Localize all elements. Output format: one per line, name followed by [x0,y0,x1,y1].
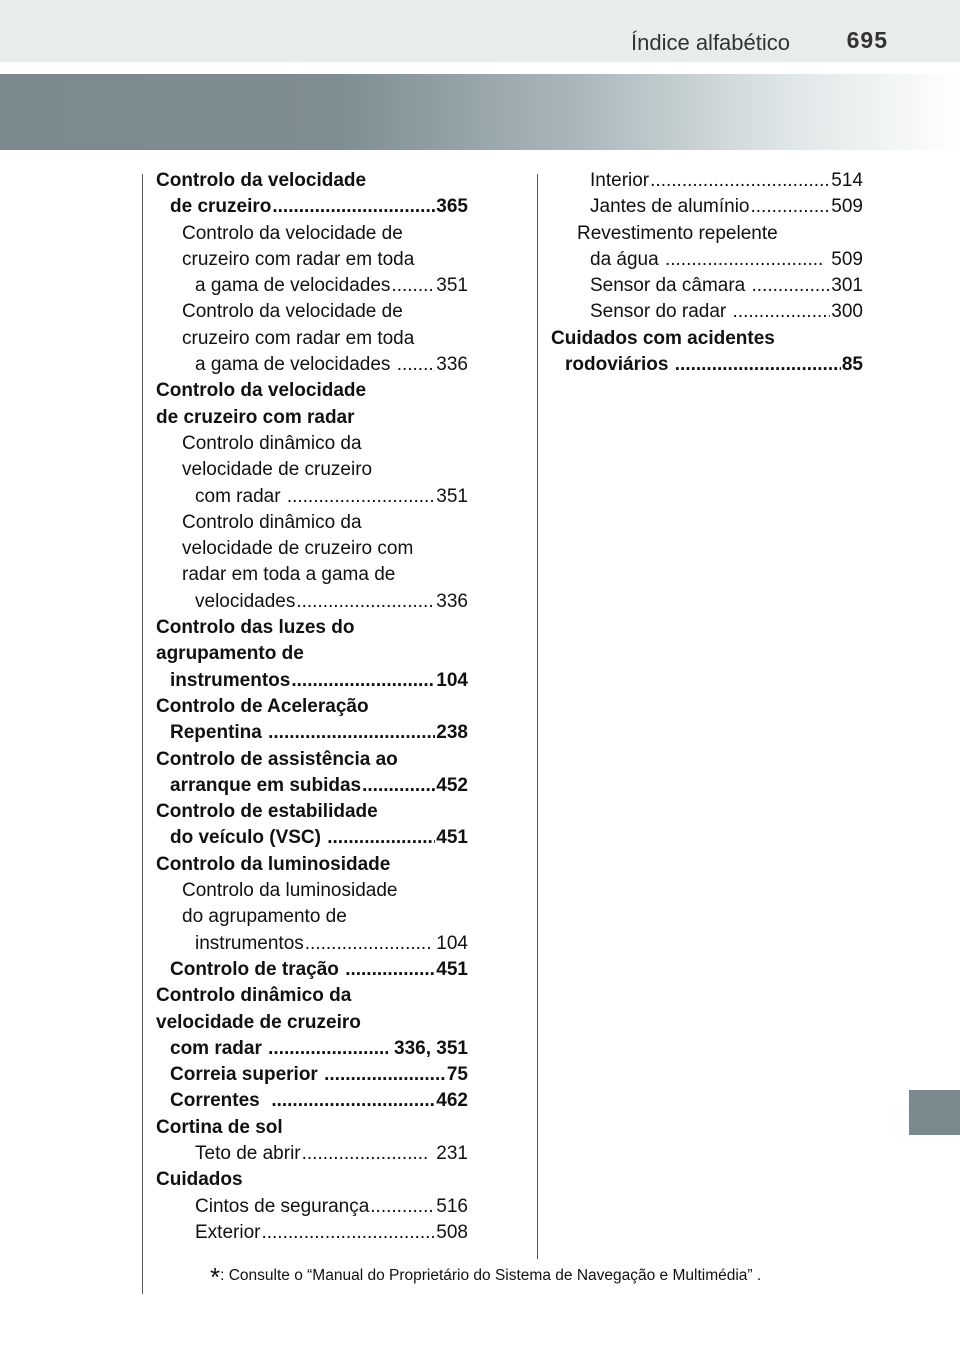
index-entry-text: de cruzeiro [170,196,272,218]
index-entry-page[interactable]: 516 [436,1195,468,1217]
index-entry-page[interactable]: 351 [436,485,468,507]
dot-leader [665,247,825,273]
index-entry-final-line [590,247,863,273]
index-entry [156,431,468,510]
index-entry-line: Controlo dinâmico da [182,432,362,454]
index-entry-final-line [565,352,863,378]
index-entry-final-line [195,1220,468,1246]
index-entry-text: Controlo de tração [170,958,345,980]
index-entry-text: rodoviários [565,354,674,376]
index-column-right [551,168,863,378]
index-entry [156,510,468,615]
dot-leader [324,1062,446,1088]
index-entry-page[interactable]: 451 [436,958,468,980]
index-entry-text: a gama de velocidades [195,275,391,297]
index-entry-text: Sensor do radar [590,301,732,323]
dot-leader [268,1036,388,1062]
index-entry-line: Controlo dinâmico da [182,511,362,533]
index-entry-final-line [590,168,863,194]
index-entry [156,852,468,878]
index-entry [156,747,468,800]
index-entry-line: velocidade de cruzeiro com [182,538,414,560]
index-entry-page[interactable]: 508 [436,1221,468,1243]
index-entry [156,878,468,957]
index-entry-page[interactable]: 514 [831,170,863,191]
index-entry-page[interactable]: 451 [436,827,468,849]
dot-leader [752,273,831,299]
index-entry [551,326,863,379]
index-entry-final-line [195,589,468,615]
index-entry-text: velocidades [195,590,296,612]
index-entry-page[interactable]: 452 [436,774,468,796]
index-entry-page[interactable]: 509 [831,196,863,218]
index-entry-text: Correntes [170,1090,271,1112]
index-entry-line: Cuidados com acidentes [551,327,775,349]
index-entry-line: agrupamento de [156,643,304,665]
dot-leader [327,825,435,851]
index-entry-final-line [590,299,863,325]
index-entry-line: cruzeiro com radar em toda [182,248,415,270]
decorative-gradient-band [0,74,960,150]
index-entry-page[interactable]: 301 [831,275,863,297]
dot-leader [271,1088,435,1114]
index-entry [156,1220,468,1246]
index-entry-page[interactable]: 336, 351 [388,1037,468,1059]
index-entry [156,694,468,747]
index-entry-line: Controlo da velocidade [156,170,367,191]
index-entry-page[interactable]: 231 [431,1142,468,1164]
index-entry [156,1194,468,1220]
index-entry [551,299,863,325]
index-entry-final-line [195,931,468,957]
index-entry [156,1088,468,1114]
index-entry-page[interactable]: 351 [436,275,468,297]
header-band [0,0,960,62]
index-entry-page[interactable]: 462 [436,1090,468,1112]
index-entry-final-line [195,484,468,510]
index-entry-text: instrumentos [170,669,291,691]
index-entry-text: arranque em subidas [170,774,362,796]
index-entry-final-line [195,1141,468,1167]
dot-leader [268,720,435,746]
index-entry-line: Revestimento repelente [577,222,778,244]
index-entry [156,378,468,431]
index-entry-final-line [170,957,468,983]
index-entry-line: Cuidados [156,1169,243,1191]
dot-leader [675,352,841,378]
dot-leader [397,352,436,378]
index-entry-final-line [590,273,863,299]
index-entry-line: radar em toda a gama de [182,564,396,586]
section-tab-marker [909,1090,960,1135]
index-entry-text: instrumentos [195,932,304,954]
index-entry [156,1062,468,1088]
index-entry-page[interactable]: 75 [446,1064,468,1086]
index-entry [156,957,468,983]
index-entry [551,194,863,220]
dot-leader [345,957,435,983]
index-entry-text: Teto de abrir [195,1142,301,1164]
index-entry-line: velocidade de cruzeiro [156,1011,361,1033]
index-entry-final-line [170,773,468,799]
footnote-marker: * [210,1262,221,1292]
index-entry-line: cruzeiro com radar em toda [182,327,415,349]
index-entry-text: Interior [590,170,650,191]
index-entry-final-line [170,1088,468,1114]
dot-leader [751,194,831,220]
index-entry [551,273,863,299]
index-entry-text: Cintos de segurança [195,1195,370,1217]
index-entry-final-line [590,194,863,220]
index-entry-text: Correia superior [170,1064,324,1086]
index-entry-line: velocidade de cruzeiro [182,459,373,481]
index-entry [156,299,468,378]
index-entry-text: Jantes de alumínio [590,196,750,218]
index-entry-page[interactable]: 336 [436,354,468,376]
index-entry [156,1141,468,1167]
index-entry-line: Controlo de estabilidade [156,801,378,823]
index-entry-line: Controlo da luminosidade [156,853,391,875]
index-entry-line: Cortina de sol [156,1116,283,1138]
dot-leader [302,1141,430,1167]
index-entry-text: Repentina [170,722,268,744]
index-entry [156,983,468,1062]
index-entry-final-line [170,1036,468,1062]
index-entry-text: com radar [170,1037,268,1059]
index-entry-line: Controlo da velocidade de [182,222,403,244]
index-entry-line: Controlo dinâmico da [156,985,352,1007]
dot-leader [261,1220,435,1246]
index-entry-text: Exterior [195,1221,261,1243]
dot-leader [305,931,430,957]
index-entry-final-line [195,273,468,299]
dot-leader [391,273,435,299]
index-entry-final-line [195,352,468,378]
page-number: 695 [846,27,888,53]
index-entry [156,799,468,852]
index-entry-text: Sensor da câmara [590,275,751,297]
dot-leader [291,668,435,694]
index-entry-page[interactable]: 365 [436,196,468,218]
section-title: Índice alfabético [631,30,790,55]
dot-leader [272,194,435,220]
index-entry-final-line [170,668,468,694]
dot-leader [733,299,831,325]
dot-leader [296,589,435,615]
dot-leader [370,1194,435,1220]
index-entry-page[interactable]: 104 [436,669,468,691]
index-entry-final-line [195,1194,468,1220]
index-entry-line: do agrupamento de [182,906,347,928]
index-entry [156,221,468,300]
index-entry-page[interactable]: 238 [436,722,468,744]
index-entry-line: de cruzeiro com radar [156,406,355,428]
index-entry-final-line [170,720,468,746]
index-entry-text: com radar [195,485,286,507]
index-entry-line: Controlo das luzes do [156,617,355,639]
index-entry-text: a gama de velocidades [195,354,396,376]
index-entry-text: da água [590,248,664,270]
index-entry [551,221,863,274]
index-entry-page[interactable]: 104 [431,932,468,954]
footnote-text: : Consulte o “Manual do Proprietário do Sistema de Navegação e Multimédia” . [220,1267,762,1284]
index-column-left [156,168,468,1246]
dot-leader [287,484,435,510]
dot-leader [650,168,830,194]
index-entry [156,1115,468,1141]
footnote [210,1262,761,1293]
index-entry [156,168,468,221]
index-entry-page[interactable]: 509 [826,248,863,270]
index-entry-line: Controlo da velocidade de [182,301,403,323]
index-entry-line: Controlo de Aceleração [156,695,369,717]
index-entry [551,168,863,194]
index-entry-page[interactable]: 336 [436,590,468,612]
index-entry-text: do veículo (VSC) [170,827,327,849]
index-entry-page[interactable]: 300 [831,301,863,323]
index-entry-line: Controlo da luminosidade [182,880,398,902]
index-entry [156,1167,468,1193]
index-entry-final-line [170,194,468,220]
index-entry-final-line [170,825,468,851]
index-entry-line: Controlo de assistência ao [156,748,398,770]
index-entry-page[interactable]: 85 [841,354,863,376]
middle-column-rule [537,174,538,1259]
dot-leader [362,773,435,799]
index-entry-line: Controlo da velocidade [156,380,367,402]
index-entry [156,615,468,694]
left-column-rule [142,174,143,1294]
index-entry-final-line [170,1062,468,1088]
